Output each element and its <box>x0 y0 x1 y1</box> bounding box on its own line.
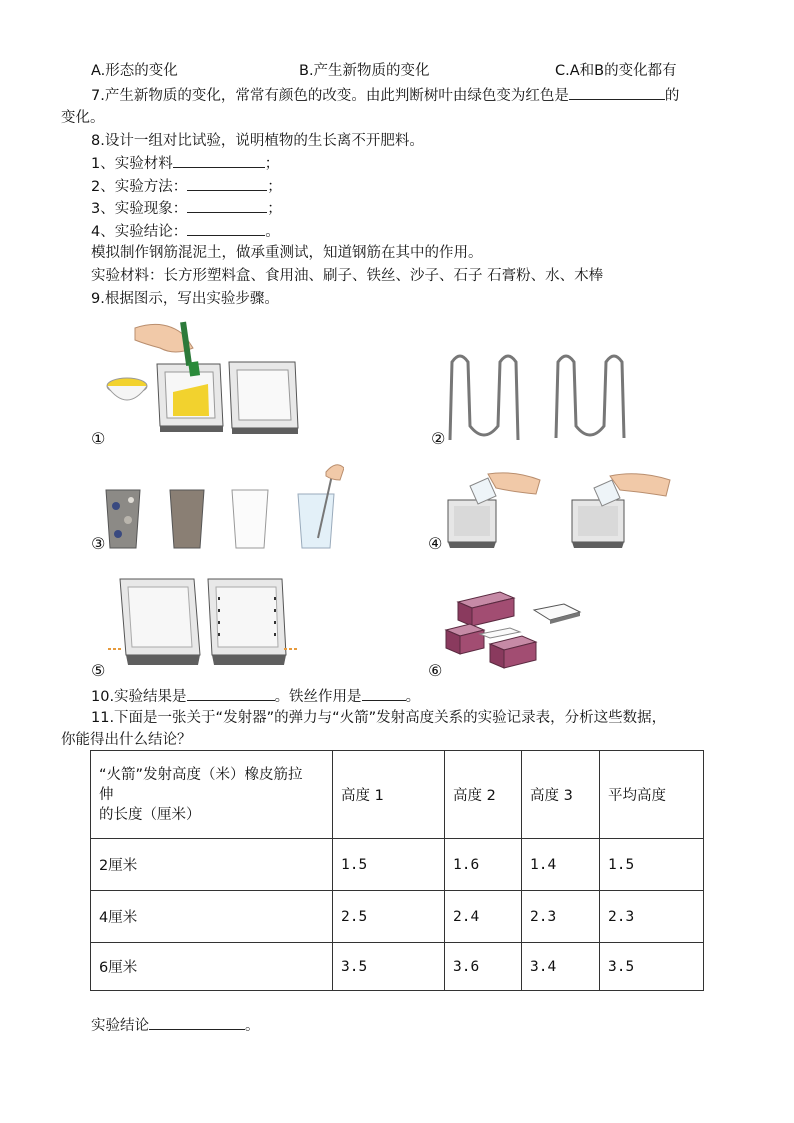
table-header-row <box>91 751 704 839</box>
q8-phenomenon-label: 3、实验现象： <box>91 201 188 217</box>
figure-number-5: ⑤ <box>91 661 106 680</box>
q8-method <box>91 176 282 197</box>
table-cell: 1.5 <box>333 839 445 891</box>
row-label: 6厘米 <box>91 943 333 991</box>
header-cell-main <box>91 751 333 839</box>
figure-load-test <box>440 586 590 678</box>
punct: 。 <box>405 689 421 705</box>
question-9-title: 9.根据图示，写出实验步骤。 <box>91 291 279 307</box>
table-cell: 1.6 <box>445 839 522 891</box>
header-cell: 高度 2 <box>445 751 522 839</box>
header-cell: 高度 3 <box>522 751 600 839</box>
table-cell: 3.4 <box>522 943 600 991</box>
figure-number-6: ⑥ <box>428 661 443 680</box>
question-8-title: 8.设计一组对比试验，说明植物的生长离不开肥料。 <box>91 133 424 149</box>
figure-boxes-with-wire <box>108 575 298 671</box>
figure-number-2: ② <box>431 429 446 448</box>
header-cell: 高度 1 <box>333 751 445 839</box>
q8-phenomenon <box>91 198 282 219</box>
table-cell: 3.5 <box>333 943 445 991</box>
punct: ； <box>264 156 280 172</box>
answer-blank[interactable] <box>569 85 665 100</box>
record-table <box>90 750 704 991</box>
figure-pouring <box>444 470 674 550</box>
row-label: 2厘米 <box>91 839 333 891</box>
punct: ； <box>267 179 282 195</box>
q8-materials-label: 1、实验材料 <box>91 156 173 172</box>
option-a: A.形态的变化 <box>91 63 178 79</box>
q8-conclusion-label: 4、实验结论： <box>91 224 188 240</box>
table-cell: 2.3 <box>600 891 704 943</box>
answer-blank[interactable] <box>187 686 275 701</box>
row-label: 4厘米 <box>91 891 333 943</box>
figure-number-3: ③ <box>91 534 106 553</box>
question-10-label: 10.实验结果是 <box>91 689 187 705</box>
option-c: C.A和B的变化都有 <box>555 63 677 79</box>
header-text-3: 的长度（厘米） <box>99 806 201 823</box>
answer-blank[interactable] <box>362 686 406 701</box>
header-text-1: “火箭”发射高度（米）橡皮筋拉 <box>99 766 303 783</box>
table-cell: 1.4 <box>522 839 600 891</box>
question-7-end: 变化。 <box>61 110 105 126</box>
q8-materials <box>91 153 279 174</box>
figure-oil-brushing <box>105 318 305 438</box>
punct: 。 <box>265 224 280 240</box>
punct: 。 <box>245 1018 260 1034</box>
figure-number-1: ① <box>91 429 106 448</box>
table-cell: 2.3 <box>522 891 600 943</box>
question-7-suffix: 的 <box>664 88 680 104</box>
answer-blank[interactable] <box>187 176 267 191</box>
table-row <box>91 839 704 891</box>
header-text-2: 伸 <box>99 786 114 803</box>
answer-blank[interactable] <box>173 153 265 168</box>
table-row <box>91 943 704 991</box>
q8-method-label: 2、实验方法： <box>91 179 188 195</box>
question-10-mid: 。铁丝作用是 <box>274 689 362 705</box>
question-11-line-1: 11.下面是一张关于“发射器”的弹力与“火箭”发射高度关系的实验记录表，分析这些数据， <box>91 710 667 726</box>
table-cell: 3.5 <box>600 943 704 991</box>
figure-number-4: ④ <box>428 534 443 553</box>
answer-blank[interactable] <box>149 1015 245 1030</box>
header-cell: 平均高度 <box>600 751 704 839</box>
table-row <box>91 891 704 943</box>
intro-line-1: 模拟制作钢筋混泥土，做承重测试，知道钢筋在其中的作用。 <box>91 245 483 261</box>
table-cell: 2.5 <box>333 891 445 943</box>
answer-blank[interactable] <box>187 198 267 213</box>
question-7-text: 7.产生新物质的变化，常常有颜色的改变。由此判断树叶由绿色变为红色是 <box>91 88 569 104</box>
option-b: B.产生新物质的变化 <box>299 63 430 79</box>
question-7 <box>91 85 679 106</box>
figure-bent-wires <box>448 352 638 444</box>
question-11-line-2: 你能得出什么结论？ <box>61 732 192 748</box>
table-cell: 2.4 <box>445 891 522 943</box>
table-cell: 3.6 <box>445 943 522 991</box>
intro-line-2: 实验材料：长方形塑料盒、食用油、刷子、铁丝、沙子、石子 石膏粉、水、木棒 <box>91 268 604 284</box>
figure-cups <box>104 460 344 552</box>
q8-conclusion <box>91 221 280 242</box>
question-10 <box>91 686 420 707</box>
punct: ； <box>267 201 282 217</box>
final-conclusion-label: 实验结论 <box>91 1018 149 1034</box>
answer-blank[interactable] <box>187 221 265 236</box>
final-conclusion <box>91 1015 260 1036</box>
table-cell: 1.5 <box>600 839 704 891</box>
